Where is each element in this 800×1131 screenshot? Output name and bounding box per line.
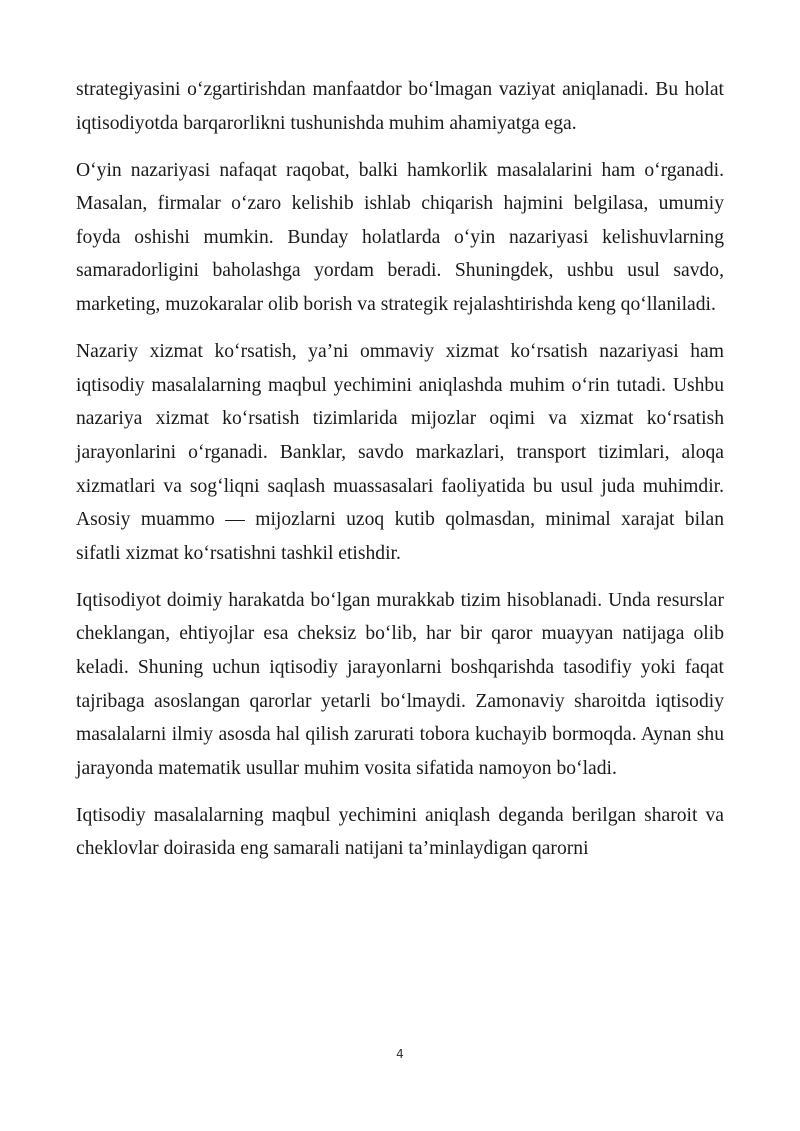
paragraph-5: Iqtisodiy masalalarning maqbul yechimini aniqlash deganda berilgan sharoit va cheklovlar doirasida eng samarali natijani ta’minlaydigan qarorni xyxy=(76,804,724,860)
paragraph-1: strategiyasini o‘zgartirishdan manfaatdor bo‘lmagan vaziyat aniqlanadi. Bu holat iqtisodiyotda barqarorlikni tushunishda muhim ahamiyatga ega. xyxy=(76,79,724,134)
page-number: 4 xyxy=(396,1047,404,1061)
paragraph-3: Nazariy xizmat ko‘rsatish, ya’ni ommaviy xizmat ko‘rsatish nazariyasi ham iqtisodiy masalalarning maqbul yechimini aniqlashda muhim o‘rin tutadi. Ushbu nazariya xizmat ko‘rsatish tizimlarida mijozlar oqimi va xizmat ko‘rsatish jarayonlarini o‘rganadi. Banklar, savdo markazlari, transport tizimlari, aloqa xizmatlari va sog‘liqni saqlash muassasalari faoliyatida bu usul juda muhimdir. Asosiy muammo — mijozlarni uzoq kutib qolmasdan, minimal xarajat bilan sifatli xizmat ko‘rsatishni tashkil etishdir. xyxy=(76,341,724,564)
paragraph-4: Iqtisodiyot doimiy harakatda bo‘lgan murakkab tizim hisoblanadi. Unda resurslar cheklangan, ehtiyojlar esa cheksiz bo‘lib, har bir qaror muayyan natijaga olib keladi. Shuning uchun iqtisodiy jarayonlarni boshqarishda tasodifiy yoki faqat tajribaga asoslangan qarorlar yetarli bo‘lmaydi. Zamonaviy sharoitda iqtisodiy masalalarni ilmiy asosda hal qilish zarurati tobora kuchayib bormoqda. Aynan shu jarayonda matematik usullar muhim vosita sifatida namoyon bo‘ladi. xyxy=(76,589,724,779)
paragraph-2: O‘yin nazariyasi nafaqat raqobat, balki hamkorlik masalalarini ham o‘rganadi. Masalan, firmalar o‘zaro kelishib ishlab chiqarish hajmini belgilasa, umumiy foyda oshishi mumkin. Bunday holatlarda o‘yin nazariyasi kelishuvlarning samaradorligini baholashga yordam beradi. Shuningdek, ushbu usul savdo, marketing, muzokaralar olib borish va strategik rejalashtirishda keng qo‘llaniladi. xyxy=(76,159,724,316)
document-body xyxy=(76,73,724,880)
